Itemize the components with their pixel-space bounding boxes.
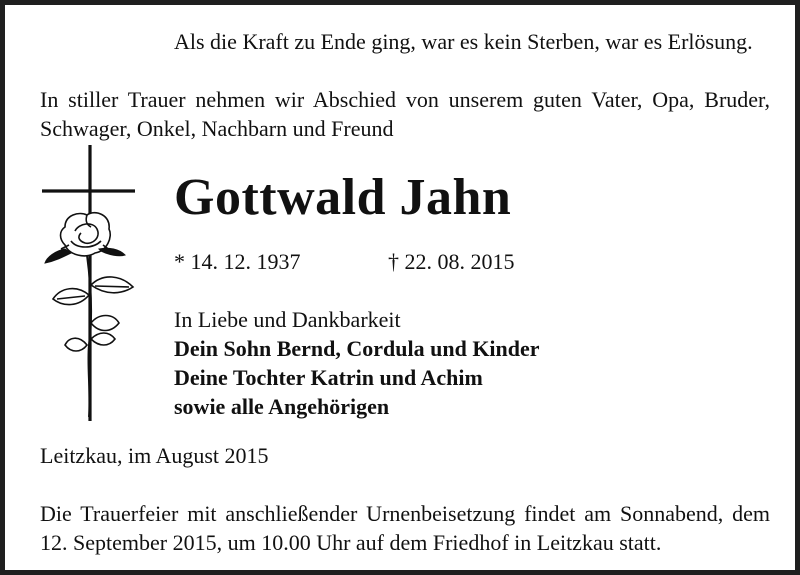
birth-date: * 14. 12. 1937 xyxy=(174,249,301,274)
intro-text: In stiller Trauer nehmen wir Abschied von unserem guten Vater, Opa, Bruder, Schwager, Onkel, Nachbarn und Freund xyxy=(40,87,770,141)
mourners-block xyxy=(174,305,540,421)
cross-with-rose-icon xyxy=(35,145,145,425)
place-date: Leitzkau, im August 2015 xyxy=(40,443,269,468)
mourner-line: Dein Sohn Bernd, Cordula und Kinder xyxy=(174,336,540,361)
mourner-line: sowie alle Angehörigen xyxy=(174,394,390,419)
mourner-line: Deine Tochter Katrin und Achim xyxy=(174,365,483,390)
death-date: † 22. 08. 2015 xyxy=(388,249,515,274)
funeral-notice: Die Trauerfeier mit anschließender Urnenbeisetzung findet am Sonnabend, dem 12. September 2015, um 10.00 Uhr auf dem Friedhof in Leitzkau statt. xyxy=(40,501,770,555)
mourners-intro: In Liebe und Dankbarkeit xyxy=(174,307,401,332)
deceased-name: Gottwald Jahn xyxy=(174,169,512,226)
motto: Als die Kraft zu Ende ging, war es kein Sterben, war es Erlösung. xyxy=(174,29,753,54)
